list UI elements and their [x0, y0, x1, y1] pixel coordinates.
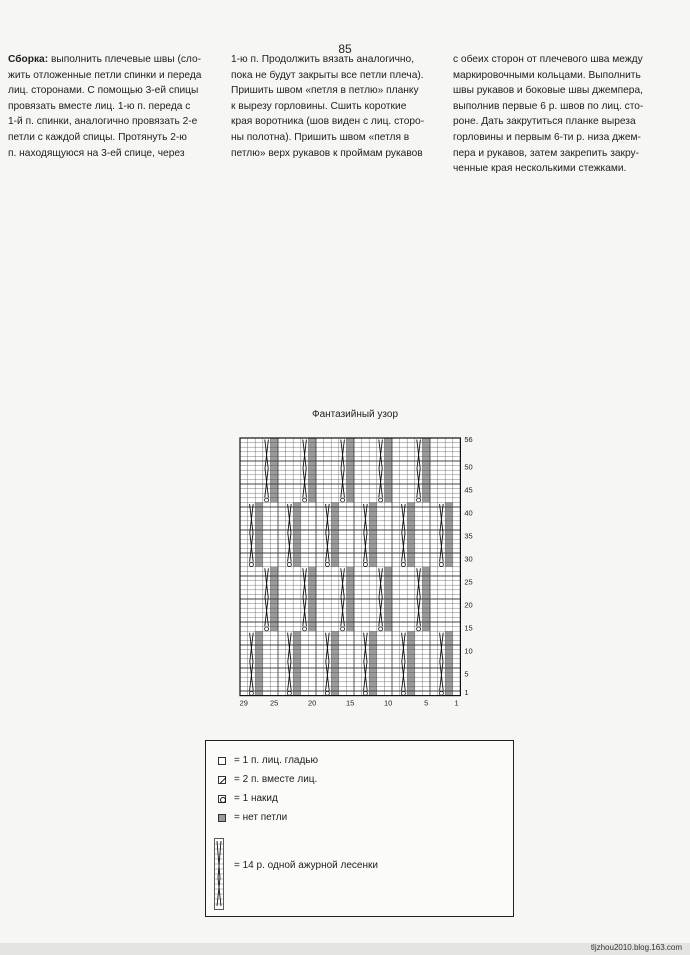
- ladder-symbol-icon: [214, 838, 224, 910]
- text-line: пера и рукавов, затем закрепить закру-: [453, 147, 640, 159]
- text-line: горловины и первым 6-ти р. низа джем-: [453, 131, 641, 143]
- yarn-over-mark: [249, 563, 253, 567]
- y-tick-label: 30: [464, 554, 473, 564]
- text-column-1: [8, 52, 213, 161]
- y-tick-label: 56: [464, 435, 473, 445]
- text-line: роне. Дать закрутиться планке выреза: [453, 116, 636, 128]
- text-line: с обеих сторон от плечевого шва между: [453, 54, 643, 65]
- text-line: лиц. сторонами. С помощью 3-ей спицы: [8, 85, 199, 97]
- page-number: 85: [338, 42, 352, 56]
- yarn-over-mark: [287, 563, 291, 567]
- yarn-over-mark: [439, 691, 443, 695]
- y-tick-label: 10: [464, 646, 473, 656]
- x-tick-label: 25: [270, 698, 279, 708]
- yarn-over-mark: [287, 691, 291, 695]
- text-line: к вырезу горловины. Сшить короткие: [231, 100, 407, 112]
- yarn-over-mark: [379, 627, 383, 631]
- text-line: Пришить швом «петля в петлю» планку: [231, 85, 419, 97]
- y-tick-label: 50: [464, 462, 473, 472]
- yarn-over-symbol-icon: [218, 795, 226, 803]
- text-line: 1-ю п. Продолжить вязать аналогично,: [231, 54, 415, 65]
- legend-item-k2tog: = 2 п. вместе лиц.: [218, 774, 317, 785]
- text-line: выполнив первые 6 р. швов по лиц. сто-: [453, 100, 644, 112]
- y-tick-label: 40: [464, 508, 473, 518]
- text-column-2: [231, 52, 441, 161]
- text-line: ченные края несколькими стежками.: [453, 163, 627, 175]
- yarn-over-mark: [265, 627, 269, 631]
- x-tick-label: 5: [424, 698, 429, 708]
- text-line: провязать вместе лиц. 1-ю п. переда с: [8, 100, 191, 112]
- legend-item-no-stitch: = нет петли: [218, 812, 287, 823]
- yarn-over-mark: [379, 498, 383, 502]
- footer-bar: [0, 943, 690, 955]
- y-tick-label: 35: [464, 531, 473, 541]
- section-lead: Сборка:: [8, 54, 49, 65]
- yarn-over-mark: [249, 691, 253, 695]
- y-tick-label: 20: [464, 600, 473, 610]
- yarn-over-mark: [417, 498, 421, 502]
- knit-symbol-icon: [218, 757, 226, 765]
- yarn-over-mark: [417, 627, 421, 631]
- x-tick-label: 20: [308, 698, 317, 708]
- yarn-over-mark: [341, 627, 345, 631]
- yarn-over-mark: [401, 691, 405, 695]
- legend-item-ladder: = 14 р. одной ажурной лесенки: [234, 860, 378, 871]
- text-line: маркировочными кольцами. Выполнить: [453, 69, 641, 81]
- yarn-over-mark: [401, 563, 405, 567]
- legend-item-yo: = 1 накид: [218, 793, 278, 804]
- text-line: п. находящуюся на 3-ей спице, через: [8, 147, 185, 159]
- yarn-over-mark: [325, 691, 329, 695]
- no-stitch-symbol-icon: [218, 814, 226, 822]
- text-line: Сборка: выполнить плечевые швы (сло-: [8, 54, 202, 65]
- y-tick-label: 1: [464, 688, 469, 698]
- x-tick-label: 29: [239, 698, 248, 708]
- text-column-3: [453, 52, 673, 177]
- knitting-chart: [230, 430, 500, 725]
- text-line: петлю» верх рукавов к проймам рукавов: [231, 147, 423, 159]
- text-line: пока не будут закрыты все петли плеча).: [231, 69, 424, 81]
- chart-title: Фантазийный узор: [311, 409, 399, 420]
- y-tick-label: 45: [464, 485, 473, 495]
- yarn-over-mark: [303, 498, 307, 502]
- k2tog-symbol-icon: [218, 776, 226, 784]
- y-tick-label: 5: [464, 669, 469, 679]
- text-line: жить отложенные петли спинки и переда: [8, 69, 202, 81]
- x-tick-label: 10: [384, 698, 393, 708]
- yarn-over-mark: [363, 691, 367, 695]
- yarn-over-mark: [325, 563, 329, 567]
- yarn-over-mark: [439, 563, 443, 567]
- yarn-over-mark: [303, 627, 307, 631]
- legend-item-knit: = 1 п. лиц. гладью: [218, 755, 318, 766]
- text-line: края воротника (шов виден с лиц. сторо-: [231, 116, 425, 128]
- y-tick-label: 25: [464, 577, 473, 587]
- text-line: петли с каждой спицы. Протянуть 2-ю: [8, 131, 187, 143]
- text-line: ны полотна). Пришить швом «петля в: [231, 131, 410, 143]
- yarn-over-mark: [341, 498, 345, 502]
- yarn-over-mark: [265, 498, 269, 502]
- legend-box: [205, 740, 514, 917]
- y-tick-label: 15: [464, 623, 473, 633]
- yarn-over-mark: [363, 563, 367, 567]
- footer-watermark: tljzhou2010.blog.163.com: [590, 943, 682, 952]
- x-tick-label: 1: [454, 698, 459, 708]
- x-tick-label: 15: [346, 698, 355, 708]
- text-line: швы рукавов и боковые швы джемпера,: [453, 85, 643, 97]
- text-line: 1-й п. спинки, аналогично провязать 2-е: [8, 116, 198, 128]
